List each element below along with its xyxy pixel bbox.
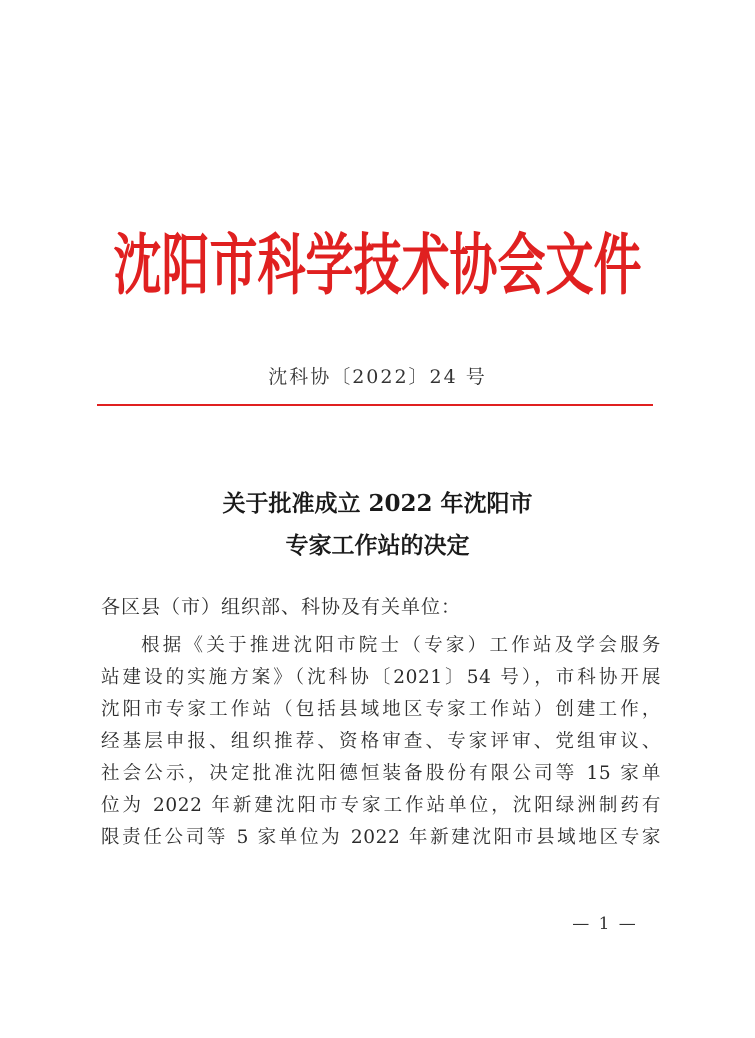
body-line: 沈阳市专家工作站（包括县域地区专家工作站）创建工作， — [101, 699, 661, 720]
body-line: 根据《关于推进沈阳市院士（专家）工作站及学会服务 — [141, 635, 661, 656]
body-line: 经基层申报、组织推荐、资格审查、专家评审、党组审议、 — [101, 731, 661, 752]
document-title-line-1: 关于批准成立 2022 年沈阳市 — [222, 490, 533, 517]
body-line: 社会公示，决定批准沈阳德恒装备股份有限公司等 15 家单 — [101, 763, 661, 784]
document-title-line-2: 专家工作站的决定 — [285, 532, 470, 559]
addressee-line: 各区县（市）组织部、科协及有关单位： — [101, 596, 462, 618]
masthead-title: 沈阳市科学技术协会文件 — [113, 227, 642, 305]
document-number: 沈科协〔2022〕24 号 — [268, 366, 487, 388]
body-line: 限责任公司等 5 家单位为 2022 年新建沈阳市县域地区专家 — [101, 827, 661, 848]
body-line: 站建设的实施方案》（沈科协〔2021〕54 号），市科协开展 — [101, 667, 661, 688]
body-line: 位为 2022 年新建沈阳市专家工作站单位，沈阳绿洲制药有 — [101, 795, 661, 816]
body-paragraph — [101, 630, 661, 854]
red-divider-rule — [97, 404, 653, 406]
page-number: — 1 — — [572, 914, 638, 934]
